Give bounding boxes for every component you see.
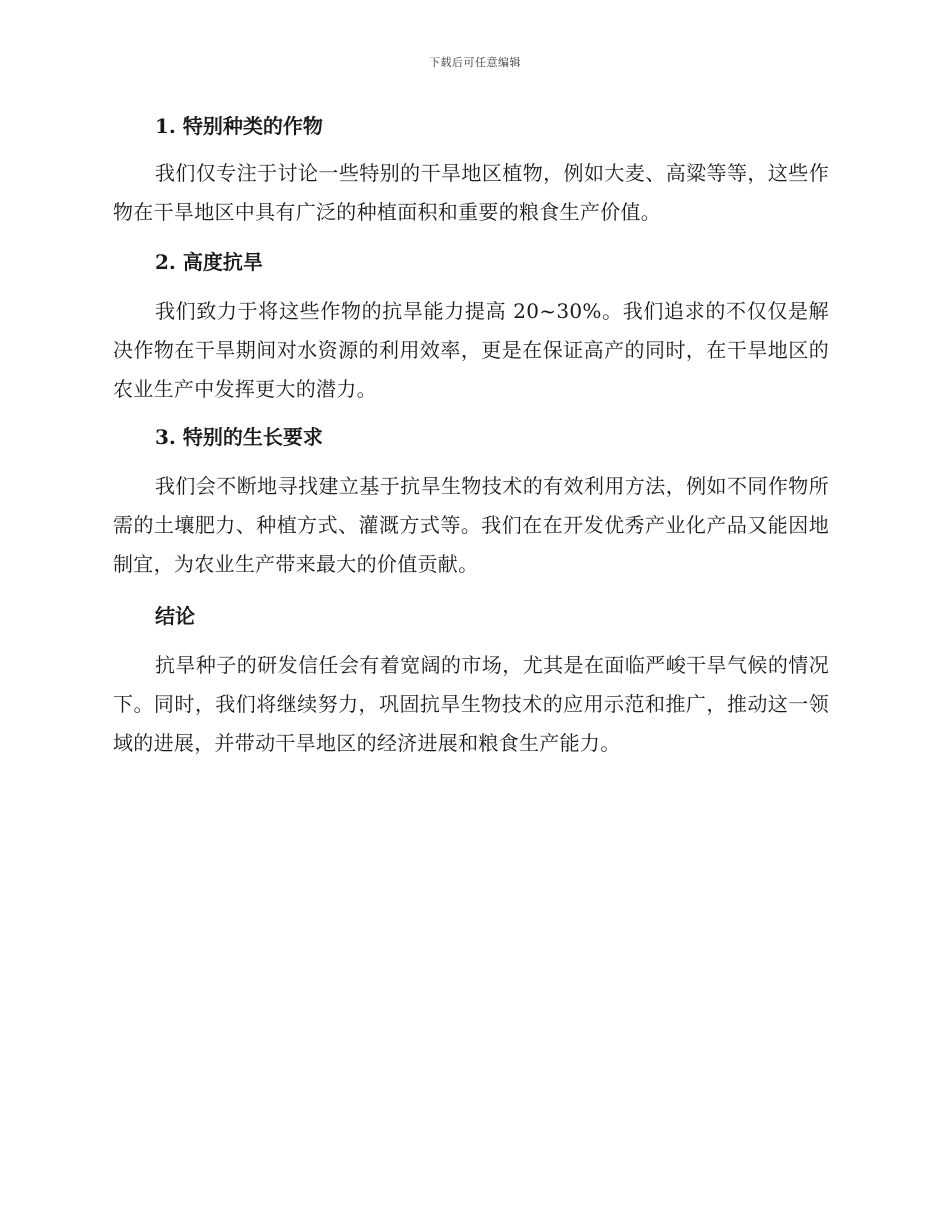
section-paragraph-growth-requirements: 我们会不断地寻找建立基于抗旱生物技术的有效利用方法，例如不同作物所需的土壤肥力、种植方式、灌溉方式等。我们在在开发优秀产业化产品又能因地制宜，为农业生产带来最大的价值贡献。 [113, 474, 829, 576]
header-note: 下载后可任意编辑 [429, 56, 521, 69]
section-paragraph-conclusion: 抗旱种子的研发信任会有着宽阔的市场，尤其是在面临严峻干旱气候的情况下。同时，我们将继续努力，巩固抗旱生物技术的应用示范和推广，推动这一领域的进展，并带动干旱地区的经济进展和粮食生产能力。 [113, 653, 829, 755]
section-heading-drought-resistance: 2. 高度抗旱 [155, 250, 263, 274]
section-heading-conclusion: 结论 [155, 604, 195, 628]
section-paragraph-drought-resistance: 我们致力于将这些作物的抗旱能力提高 20~30%。我们追求的不仅仅是解决作物在干旱期间对水资源的利用效率，更是在保证高产的同时，在干旱地区的农业生产中发挥更大的潜力。 [113, 299, 829, 401]
document-body [113, 108, 829, 763]
section-heading-crop-types: 1. 特别种类的作物 [155, 114, 323, 138]
section-paragraph-crop-types: 我们仅专注于讨论一些特别的干旱地区植物，例如大麦、高粱等等，这些作物在干旱地区中具有广泛的种植面积和重要的粮食生产价值。 [113, 161, 829, 224]
section-heading-growth-requirements: 3. 特别的生长要求 [155, 425, 323, 449]
